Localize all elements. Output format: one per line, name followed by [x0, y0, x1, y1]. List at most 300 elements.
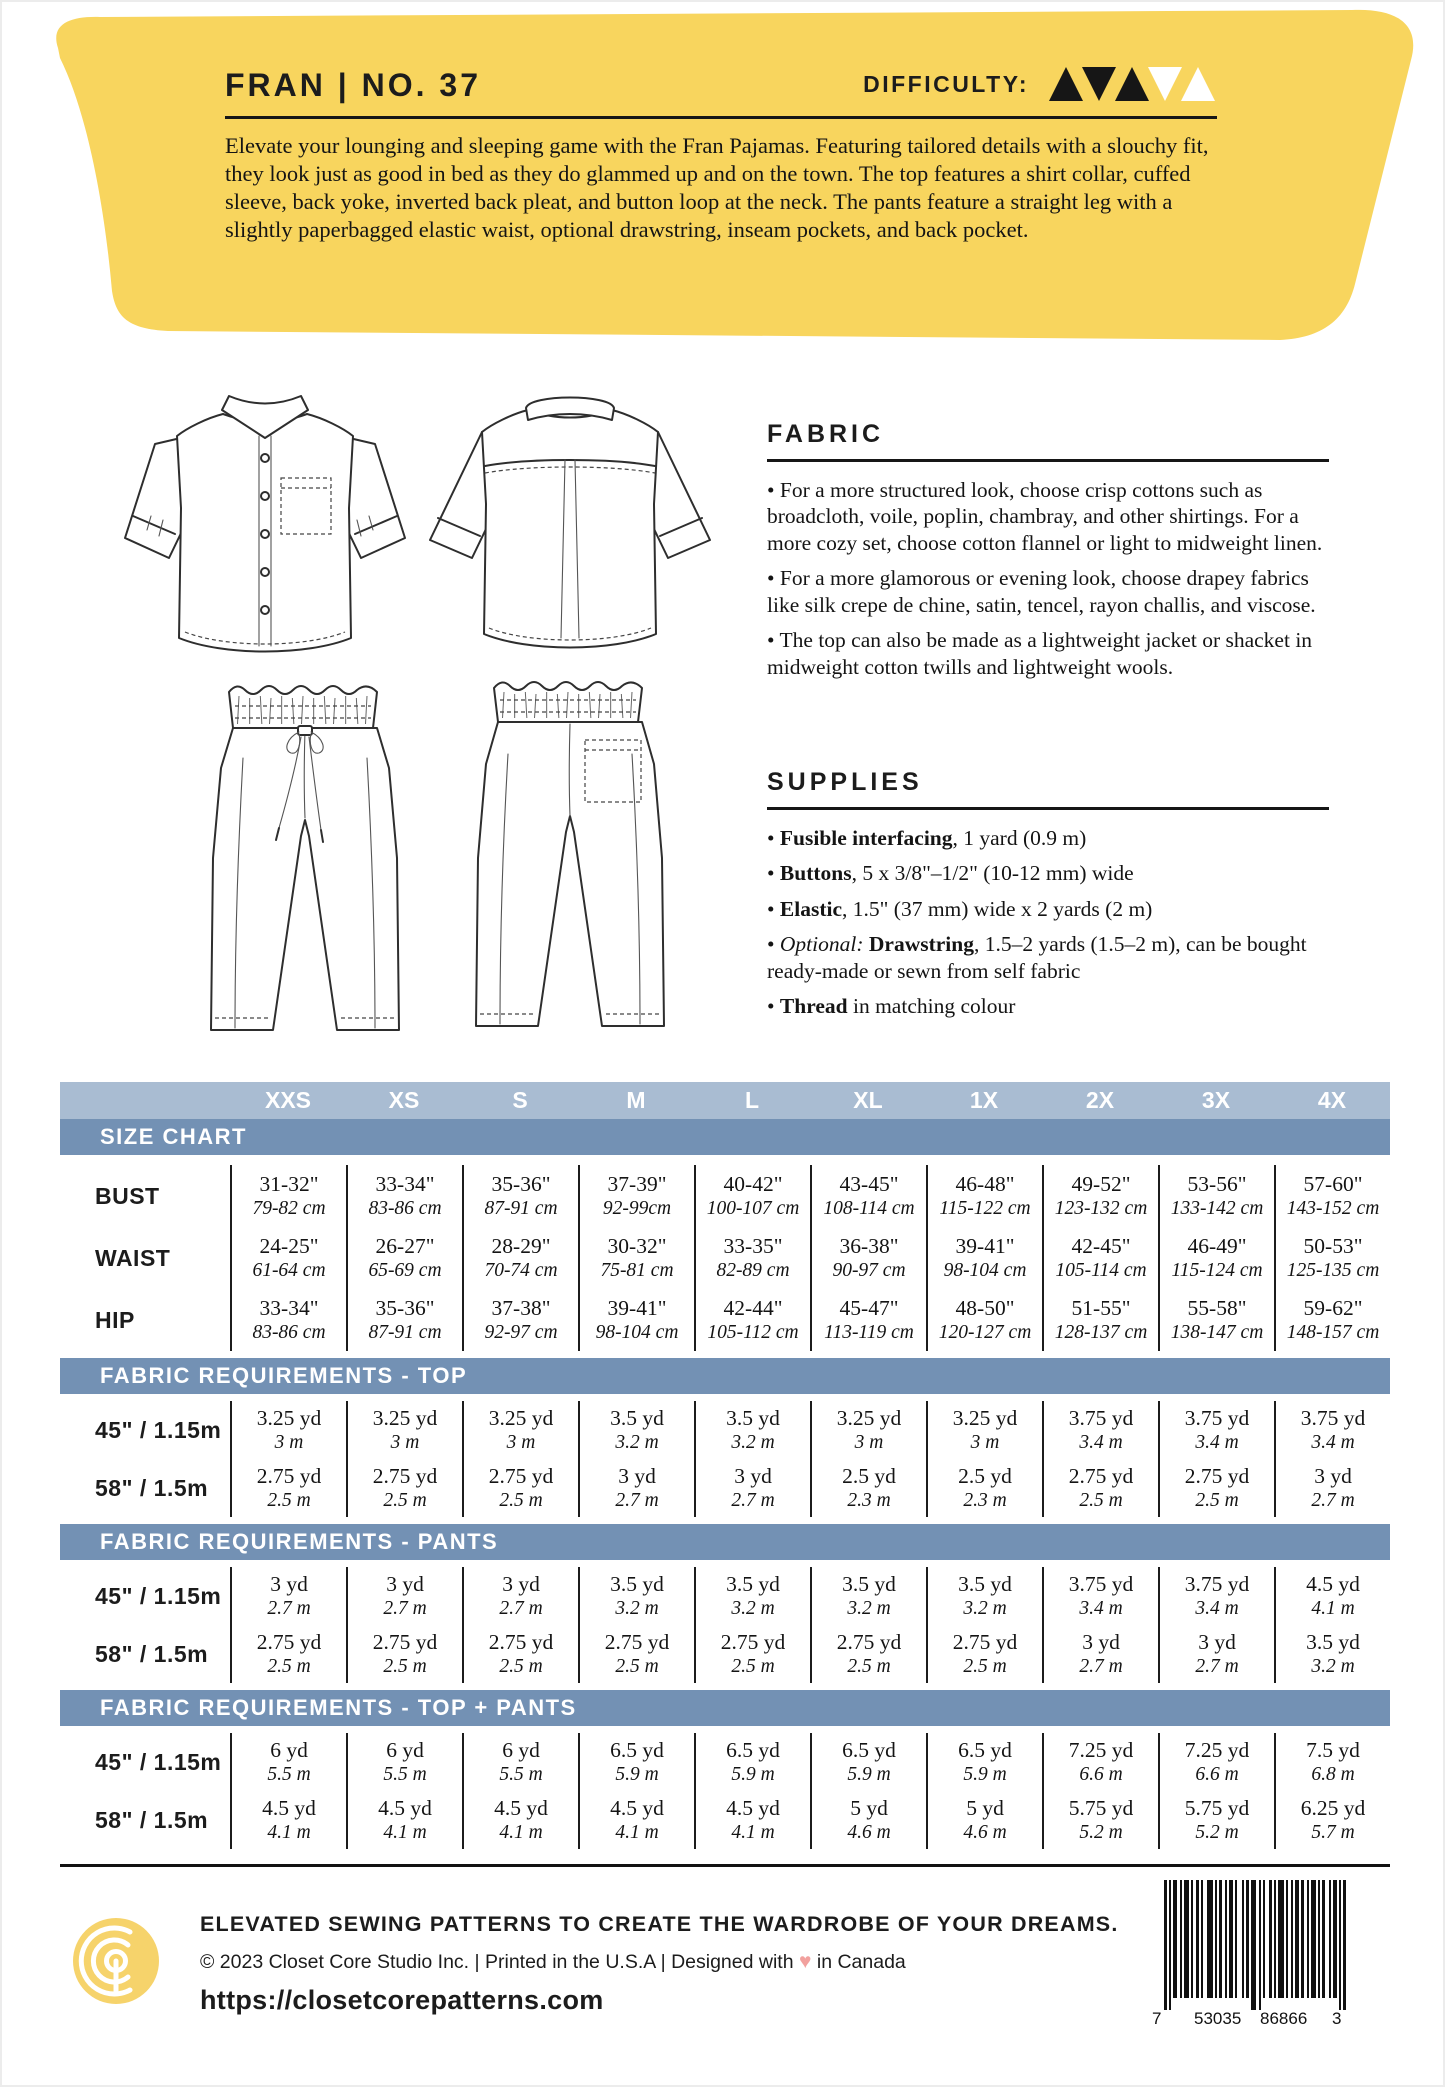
- yardage-cell: [1160, 1567, 1274, 1625]
- size-chart-cell: [1276, 1227, 1390, 1289]
- measurement-inches: 28-29": [491, 1234, 551, 1258]
- measurement-inches: 2.75 yd: [372, 1464, 438, 1488]
- barcode-bar: [1242, 1880, 1244, 1998]
- table-row-labels: [60, 1165, 230, 1351]
- size-chart-cell: [348, 1289, 462, 1351]
- size-chart-cell: [1276, 1165, 1390, 1227]
- yardage-cell: [696, 1567, 810, 1625]
- barcode-bar: [1278, 1880, 1284, 1998]
- measurement-inches: 51-55": [1071, 1296, 1131, 1320]
- yardage-cell: [1160, 1733, 1274, 1791]
- yardage-cell: [580, 1733, 694, 1791]
- measurement-inches: 53-56": [1187, 1172, 1247, 1196]
- yardage-cell: [812, 1733, 926, 1791]
- measurement-metric: 115-124 cm: [1171, 1260, 1263, 1281]
- supplies-item: • Buttons, 5 x 3/8"–1/2" (10-12 mm) wide: [767, 861, 1134, 885]
- measurement-inches: 36-38": [839, 1234, 899, 1258]
- measurement-metric: 2.5 m: [267, 1490, 311, 1511]
- measurement-inches: 4.5 yd: [494, 1796, 548, 1820]
- size-chart-cell: [1044, 1227, 1158, 1289]
- measurement-inches: 3.5 yd: [726, 1572, 780, 1596]
- table-section: [60, 1401, 1390, 1517]
- table-row-label: 58" / 1.5m: [95, 1806, 209, 1833]
- measurement-inches: 33-35": [723, 1234, 783, 1258]
- measurement-metric: 2.5 m: [847, 1656, 891, 1677]
- fabric-heading-rule: [767, 459, 1329, 462]
- measurement-metric: 92-99cm: [602, 1198, 672, 1219]
- yardage-cell: [1044, 1401, 1158, 1459]
- size-chart-cell: [232, 1165, 346, 1227]
- footer-divider: [60, 1864, 1390, 1867]
- measurement-metric: 83-86 cm: [368, 1198, 442, 1219]
- measurement-metric: 82-89 cm: [716, 1260, 790, 1281]
- difficulty-triangle: [1181, 67, 1215, 101]
- table-size-column: [462, 1401, 578, 1517]
- measurement-metric: 3 m: [390, 1432, 420, 1453]
- measurement-metric: 4.6 m: [963, 1822, 1007, 1843]
- table-size-column: [810, 1567, 926, 1683]
- measurement-inches: 2.75 yd: [372, 1630, 438, 1654]
- yardage-cell: [928, 1567, 1042, 1625]
- measurement-inches: 3.75 yd: [1068, 1406, 1134, 1430]
- fabric-bullet: • For a more glamorous or evening look, choose drapey fabrics like silk crepe de chine, satin, tencel, rayon challis, and viscose.: [767, 566, 1316, 617]
- table-size-column: [230, 1567, 346, 1683]
- supplies-list: [767, 825, 1329, 1020]
- measurement-inches: 57-60": [1303, 1172, 1363, 1196]
- measurement-metric: 3.4 m: [1079, 1598, 1123, 1619]
- measurement-metric: 4.1 m: [731, 1822, 775, 1843]
- yardage-cell: [580, 1401, 694, 1459]
- yardage-cell: [464, 1791, 578, 1849]
- table-row-labels: [60, 1401, 230, 1517]
- measurement-inches: 2.75 yd: [836, 1630, 902, 1654]
- yardage-cell: [1160, 1625, 1274, 1683]
- footer-tagline: ELEVATED SEWING PATTERNS TO CREATE THE WARDROBE OF YOUR DREAMS.: [200, 1912, 1119, 1936]
- measurement-inches: 2.75 yd: [488, 1630, 554, 1654]
- measurement-metric: 92-97 cm: [484, 1322, 558, 1343]
- measurement-metric: 3.4 m: [1195, 1598, 1239, 1619]
- size-column-header: L: [744, 1087, 760, 1113]
- measurement-inches: 7.5 yd: [1306, 1738, 1360, 1762]
- yardage-cell: [232, 1401, 346, 1459]
- measurement-inches: 3.75 yd: [1184, 1572, 1250, 1596]
- measurement-metric: 2.7 m: [1079, 1656, 1123, 1677]
- yardage-cell: [464, 1625, 578, 1683]
- table-size-column: [1042, 1567, 1158, 1683]
- measurement-inches: 35-36": [375, 1296, 435, 1320]
- supplies-item: • Optional: Drawstring, 1.5–2 yards (1.5–2 m), can be bought ready-made or sewn from self fabric: [767, 932, 1307, 983]
- yardage-cell: [348, 1791, 462, 1849]
- size-chart-cell: [232, 1227, 346, 1289]
- fabric-bullet: • For a more structured look, choose crisp cottons such as broadcloth, voile, poplin, chambray, and other shirtings. For a more cozy set, choose cotton flannel or light to midweight linen.: [767, 477, 1323, 555]
- table-size-column: [926, 1165, 1042, 1351]
- table-size-column: [1274, 1165, 1390, 1351]
- table-size-column: [926, 1733, 1042, 1849]
- table-size-column: [694, 1401, 810, 1517]
- measurement-inches: 3.5 yd: [958, 1572, 1012, 1596]
- size-chart-cell: [696, 1165, 810, 1227]
- size-column-header: XL: [853, 1087, 883, 1113]
- garment-flat-drawings: [115, 388, 735, 1048]
- measurement-inches: 39-41": [607, 1296, 667, 1320]
- measurement-metric: 87-91 cm: [484, 1198, 558, 1219]
- measurement-metric: 2.5 m: [615, 1656, 659, 1677]
- footer-copyright: © 2023 Closet Core Studio Inc. | Printed in the U.S.A | Designed with ♥ in Canada: [200, 1950, 906, 1973]
- measurement-inches: 3 yd: [1314, 1464, 1352, 1488]
- table-size-column: [926, 1567, 1042, 1683]
- measurement-metric: 2.5 m: [383, 1490, 427, 1511]
- barcode-digits: 86866: [1260, 2009, 1308, 2028]
- measurement-inches: 2.75 yd: [1068, 1464, 1134, 1488]
- measurement-inches: 5 yd: [850, 1796, 888, 1820]
- size-column-header: 3X: [1201, 1087, 1231, 1113]
- yardage-cell: [696, 1733, 810, 1791]
- supplies-heading-rule: [767, 807, 1329, 810]
- measurement-inches: 33-34": [259, 1296, 319, 1320]
- measurement-inches: 3 yd: [502, 1572, 540, 1596]
- size-chart-cell: [812, 1289, 926, 1351]
- yardage-cell: [232, 1567, 346, 1625]
- measurement-inches: 3.25 yd: [372, 1406, 438, 1430]
- barcode-digits: 53035: [1194, 2009, 1242, 2028]
- measurement-metric: 143-152 cm: [1286, 1198, 1380, 1219]
- measurement-metric: 125-135 cm: [1286, 1260, 1380, 1281]
- measurement-metric: 2.3 m: [847, 1490, 891, 1511]
- table-size-column: [578, 1165, 694, 1351]
- measurement-inches: 26-27": [375, 1234, 435, 1258]
- measurement-metric: 138-147 cm: [1170, 1322, 1264, 1343]
- table-size-column: [1274, 1401, 1390, 1517]
- barcode-bar: [1180, 1880, 1182, 1998]
- measurement-metric: 6.8 m: [1311, 1764, 1355, 1785]
- supplies-item: • Thread in matching colour: [767, 994, 1016, 1018]
- measurement-inches: 3.75 yd: [1184, 1406, 1250, 1430]
- measurement-metric: 79-82 cm: [252, 1198, 326, 1219]
- measurement-metric: 2.5 m: [731, 1656, 775, 1677]
- barcode-bar: [1329, 1880, 1331, 1998]
- table-band-label: FABRIC REQUIREMENTS - TOP + PANTS: [60, 1690, 1390, 1726]
- measurement-inches: 35-36": [491, 1172, 551, 1196]
- yardage-cell: [1160, 1791, 1274, 1849]
- size-chart-cell: [348, 1165, 462, 1227]
- yardage-cell: [232, 1791, 346, 1849]
- yardage-cell: [928, 1625, 1042, 1683]
- yardage-cell: [812, 1567, 926, 1625]
- measurement-inches: 3 yd: [1198, 1630, 1236, 1654]
- measurement-inches: 39-41": [955, 1234, 1015, 1258]
- yardage-cell: [1044, 1625, 1158, 1683]
- size-chart-cell: [580, 1289, 694, 1351]
- measurement-metric: 65-69 cm: [368, 1260, 442, 1281]
- yardage-cell: [1160, 1401, 1274, 1459]
- barcode-bar: [1286, 1880, 1288, 1998]
- table-size-column: [1158, 1165, 1274, 1351]
- yardage-cell: [696, 1459, 810, 1517]
- measurement-inches: 2.75 yd: [604, 1630, 670, 1654]
- measurement-metric: 5.9 m: [615, 1764, 659, 1785]
- measurement-inches: 7.25 yd: [1068, 1738, 1134, 1762]
- measurement-metric: 4.1 m: [499, 1822, 543, 1843]
- barcode-bar: [1343, 1880, 1346, 2010]
- yardage-cell: [580, 1791, 694, 1849]
- table-size-column: [1158, 1733, 1274, 1849]
- measurement-metric: 3 m: [970, 1432, 1000, 1453]
- yardage-cell: [1276, 1567, 1390, 1625]
- measurement-metric: 5.7 m: [1311, 1822, 1355, 1843]
- size-chart-cell: [232, 1289, 346, 1351]
- measurement-inches: 6.5 yd: [726, 1738, 780, 1762]
- yardage-cell: [464, 1459, 578, 1517]
- measurement-inches: 3.5 yd: [1306, 1630, 1360, 1654]
- measurement-inches: 3.5 yd: [842, 1572, 896, 1596]
- measurement-metric: 128-137 cm: [1054, 1322, 1148, 1343]
- yardage-cell: [464, 1401, 578, 1459]
- table-row-label: BUST: [95, 1182, 160, 1209]
- measurement-metric: 98-104 cm: [595, 1322, 679, 1343]
- measurement-inches: 3 yd: [618, 1464, 656, 1488]
- barcode-digits: 7: [1152, 2009, 1162, 2028]
- measurement-metric: 61-64 cm: [252, 1260, 326, 1281]
- yardage-cell: [348, 1401, 462, 1459]
- barcode-bar: [1196, 1880, 1199, 1998]
- measurement-inches: 3.5 yd: [610, 1572, 664, 1596]
- table-section: [60, 1733, 1390, 1849]
- table-size-column: [346, 1165, 462, 1351]
- measurement-inches: 6.25 yd: [1300, 1796, 1366, 1820]
- measurement-inches: 46-49": [1187, 1234, 1247, 1258]
- barcode-bar: [1169, 1880, 1171, 2010]
- size-chart-cell: [812, 1165, 926, 1227]
- table-section: [60, 1165, 1390, 1351]
- pattern-description: Elevate your lounging and sleeping game with the Fran Pajamas. Featuring tailored details with a slouchy fit, they look just as good in bed as they do glammed up and on the town. The top features a shirt collar, cuffed sleeve, back yoke, inverted back pleat, and button loop at the neck. The pants feature a straight leg with a slightly paperbagged elastic waist, optional drawstring, inseam pockets, and back pocket.: [225, 133, 1209, 242]
- measurement-inches: 4.5 yd: [610, 1796, 664, 1820]
- table-size-column: [810, 1733, 926, 1849]
- measurement-inches: 49-52": [1071, 1172, 1131, 1196]
- measurement-metric: 123-132 cm: [1054, 1198, 1148, 1219]
- barcode-bar: [1339, 1880, 1341, 2010]
- size-chart-cell: [1160, 1289, 1274, 1351]
- yardage-cell: [232, 1459, 346, 1517]
- difficulty-label: DIFFICULTY:: [863, 70, 1029, 97]
- size-chart-cell: [812, 1227, 926, 1289]
- yardage-cell: [232, 1733, 346, 1791]
- barcode: [1150, 1876, 1360, 2031]
- yardage-cell: [696, 1401, 810, 1459]
- barcode-bar: [1207, 1880, 1213, 1998]
- table-size-column: [462, 1567, 578, 1683]
- size-chart-cell: [1160, 1165, 1274, 1227]
- difficulty-triangle: [1115, 67, 1149, 101]
- measurement-metric: 5.5 m: [499, 1764, 543, 1785]
- measurement-inches: 48-50": [955, 1296, 1015, 1320]
- measurement-metric: 2.7 m: [383, 1598, 427, 1619]
- size-column-header: 1X: [969, 1087, 999, 1113]
- measurement-metric: 75-81 cm: [600, 1260, 674, 1281]
- measurement-metric: 100-107 cm: [706, 1198, 800, 1219]
- measurement-inches: 2.75 yd: [256, 1630, 322, 1654]
- measurement-metric: 2.7 m: [1195, 1656, 1239, 1677]
- yardage-cell: [580, 1459, 694, 1517]
- measurement-metric: 2.7 m: [1311, 1490, 1355, 1511]
- table-size-column: [694, 1733, 810, 1849]
- measurement-inches: 6.5 yd: [610, 1738, 664, 1762]
- yardage-cell: [696, 1625, 810, 1683]
- barcode-bar: [1322, 1880, 1325, 1998]
- measurement-inches: 6.5 yd: [958, 1738, 1012, 1762]
- measurement-inches: 2.75 yd: [256, 1464, 322, 1488]
- yardage-cell: [464, 1733, 578, 1791]
- supplies-section: [767, 768, 1329, 1029]
- measurement-inches: 37-39": [607, 1172, 667, 1196]
- measurement-metric: 2.5 m: [963, 1656, 1007, 1677]
- table-size-column: [230, 1401, 346, 1517]
- size-chart-cell: [580, 1227, 694, 1289]
- measurement-inches: 37-38": [491, 1296, 551, 1320]
- barcode-bar: [1311, 1880, 1316, 1998]
- supplies-item: • Fusible interfacing, 1 yard (0.9 m): [767, 825, 1087, 850]
- table-size-column: [462, 1165, 578, 1351]
- supplies-heading: SUPPLIES: [767, 768, 923, 796]
- size-chart-cell: [464, 1165, 578, 1227]
- measurement-metric: 70-74 cm: [484, 1260, 558, 1281]
- barcode-bar: [1263, 1880, 1265, 1998]
- measurement-inches: 5 yd: [966, 1796, 1004, 1820]
- measurement-inches: 3 yd: [734, 1464, 772, 1488]
- measurement-metric: 5.2 m: [1195, 1822, 1239, 1843]
- table-row-label: 58" / 1.5m: [95, 1474, 209, 1501]
- barcode-bar: [1269, 1880, 1272, 1998]
- measurement-metric: 113-119 cm: [824, 1322, 914, 1343]
- measurement-metric: 3.4 m: [1311, 1432, 1355, 1453]
- yardage-cell: [812, 1459, 926, 1517]
- measurement-inches: 4.5 yd: [1306, 1572, 1360, 1596]
- measurement-inches: 2.5 yd: [958, 1464, 1012, 1488]
- heart-icon: ♥: [798, 1950, 812, 1973]
- measurement-inches: 4.5 yd: [378, 1796, 432, 1820]
- yardage-cell: [232, 1625, 346, 1683]
- table-size-column: [1274, 1567, 1390, 1683]
- table-size-column: [1042, 1733, 1158, 1849]
- measurement-metric: 3.2 m: [615, 1598, 659, 1619]
- barcode-bar: [1229, 1880, 1233, 1998]
- yardage-cell: [928, 1733, 1042, 1791]
- measurement-inches: 31-32": [259, 1172, 319, 1196]
- measurement-metric: 120-127 cm: [938, 1322, 1032, 1343]
- measurement-metric: 3.2 m: [615, 1432, 659, 1453]
- yardage-cell: [928, 1459, 1042, 1517]
- measurement-metric: 3.4 m: [1079, 1432, 1123, 1453]
- measurement-metric: 2.3 m: [963, 1490, 1007, 1511]
- table-size-column: [1274, 1733, 1390, 1849]
- yardage-cell: [1276, 1733, 1390, 1791]
- table-size-column: [346, 1733, 462, 1849]
- barcode-bar: [1301, 1880, 1304, 1998]
- measurement-inches: 30-32": [607, 1234, 667, 1258]
- measurement-inches: 3.25 yd: [488, 1406, 554, 1430]
- closet-core-logo-icon: [73, 1918, 159, 2004]
- table-row-labels: [60, 1567, 230, 1683]
- table-row-labels: [60, 1733, 230, 1849]
- size-header-row: [60, 1082, 1390, 1119]
- measurement-inches: 50-53": [1303, 1234, 1363, 1258]
- measurement-inches: 6 yd: [502, 1738, 540, 1762]
- barcode-bar: [1274, 1880, 1276, 1998]
- measurement-inches: 3.5 yd: [726, 1406, 780, 1430]
- measurement-metric: 105-114 cm: [1055, 1260, 1147, 1281]
- table-size-column: [462, 1733, 578, 1849]
- measurement-metric: 2.5 m: [267, 1656, 311, 1677]
- size-and-yardage-tables: [60, 1082, 1390, 1849]
- table-band-label: SIZE CHART: [60, 1119, 1390, 1155]
- measurement-metric: 83-86 cm: [252, 1322, 326, 1343]
- yardage-cell: [1044, 1733, 1158, 1791]
- measurement-metric: 98-104 cm: [943, 1260, 1027, 1281]
- table-size-column: [578, 1401, 694, 1517]
- difficulty-triangle: [1049, 67, 1083, 101]
- yardage-cell: [1276, 1625, 1390, 1683]
- barcode-bar: [1215, 1880, 1217, 1998]
- yardage-cell: [1276, 1791, 1390, 1849]
- measurement-metric: 4.1 m: [267, 1822, 311, 1843]
- barcode-bar: [1201, 1880, 1203, 1998]
- barcode-bar: [1259, 1880, 1261, 2010]
- measurement-metric: 3 m: [506, 1432, 536, 1453]
- measurement-metric: 3.2 m: [1311, 1656, 1355, 1677]
- measurement-metric: 2.5 m: [499, 1490, 543, 1511]
- size-column-header: XS: [388, 1087, 420, 1113]
- size-chart-cell: [928, 1165, 1042, 1227]
- measurement-metric: 3 m: [854, 1432, 884, 1453]
- measurement-metric: 4.6 m: [847, 1822, 891, 1843]
- measurement-inches: 6 yd: [270, 1738, 308, 1762]
- yardage-cell: [348, 1459, 462, 1517]
- pajama-top-back-flat: [430, 398, 710, 648]
- measurement-inches: 42-44": [723, 1296, 783, 1320]
- measurement-metric: 6.6 m: [1195, 1764, 1239, 1785]
- yardage-cell: [812, 1401, 926, 1459]
- footer-url: https://closetcorepatterns.com: [200, 1985, 604, 2015]
- measurement-metric: 4.1 m: [383, 1822, 427, 1843]
- measurement-metric: 3.2 m: [731, 1432, 775, 1453]
- measurement-metric: 2.7 m: [615, 1490, 659, 1511]
- barcode-bar: [1235, 1880, 1237, 1998]
- fabric-heading: FABRIC: [767, 420, 885, 448]
- measurement-metric: 115-122 cm: [939, 1198, 1031, 1219]
- size-chart-cell: [1044, 1165, 1158, 1227]
- measurement-inches: 5.75 yd: [1184, 1796, 1250, 1820]
- table-section: [60, 1567, 1390, 1683]
- measurement-inches: 3.25 yd: [256, 1406, 322, 1430]
- difficulty-triangle: [1148, 67, 1182, 101]
- header-divider: [225, 116, 1217, 119]
- measurement-metric: 3.2 m: [963, 1598, 1007, 1619]
- barcode-digits: 3: [1332, 2009, 1342, 2028]
- size-chart-cell: [464, 1289, 578, 1351]
- table-row-label: 45" / 1.15m: [95, 1748, 222, 1775]
- yardage-cell: [580, 1625, 694, 1683]
- yardage-cell: [1160, 1459, 1274, 1517]
- yardage-cell: [1276, 1459, 1390, 1517]
- fabric-bullet-list: [767, 477, 1329, 681]
- measurement-inches: 3.25 yd: [836, 1406, 902, 1430]
- table-size-column: [346, 1401, 462, 1517]
- measurement-inches: 59-62": [1303, 1296, 1363, 1320]
- yardage-cell: [1044, 1567, 1158, 1625]
- measurement-metric: 5.2 m: [1079, 1822, 1123, 1843]
- table-size-column: [346, 1567, 462, 1683]
- measurement-metric: 2.5 m: [499, 1656, 543, 1677]
- barcode-bar: [1295, 1880, 1299, 1998]
